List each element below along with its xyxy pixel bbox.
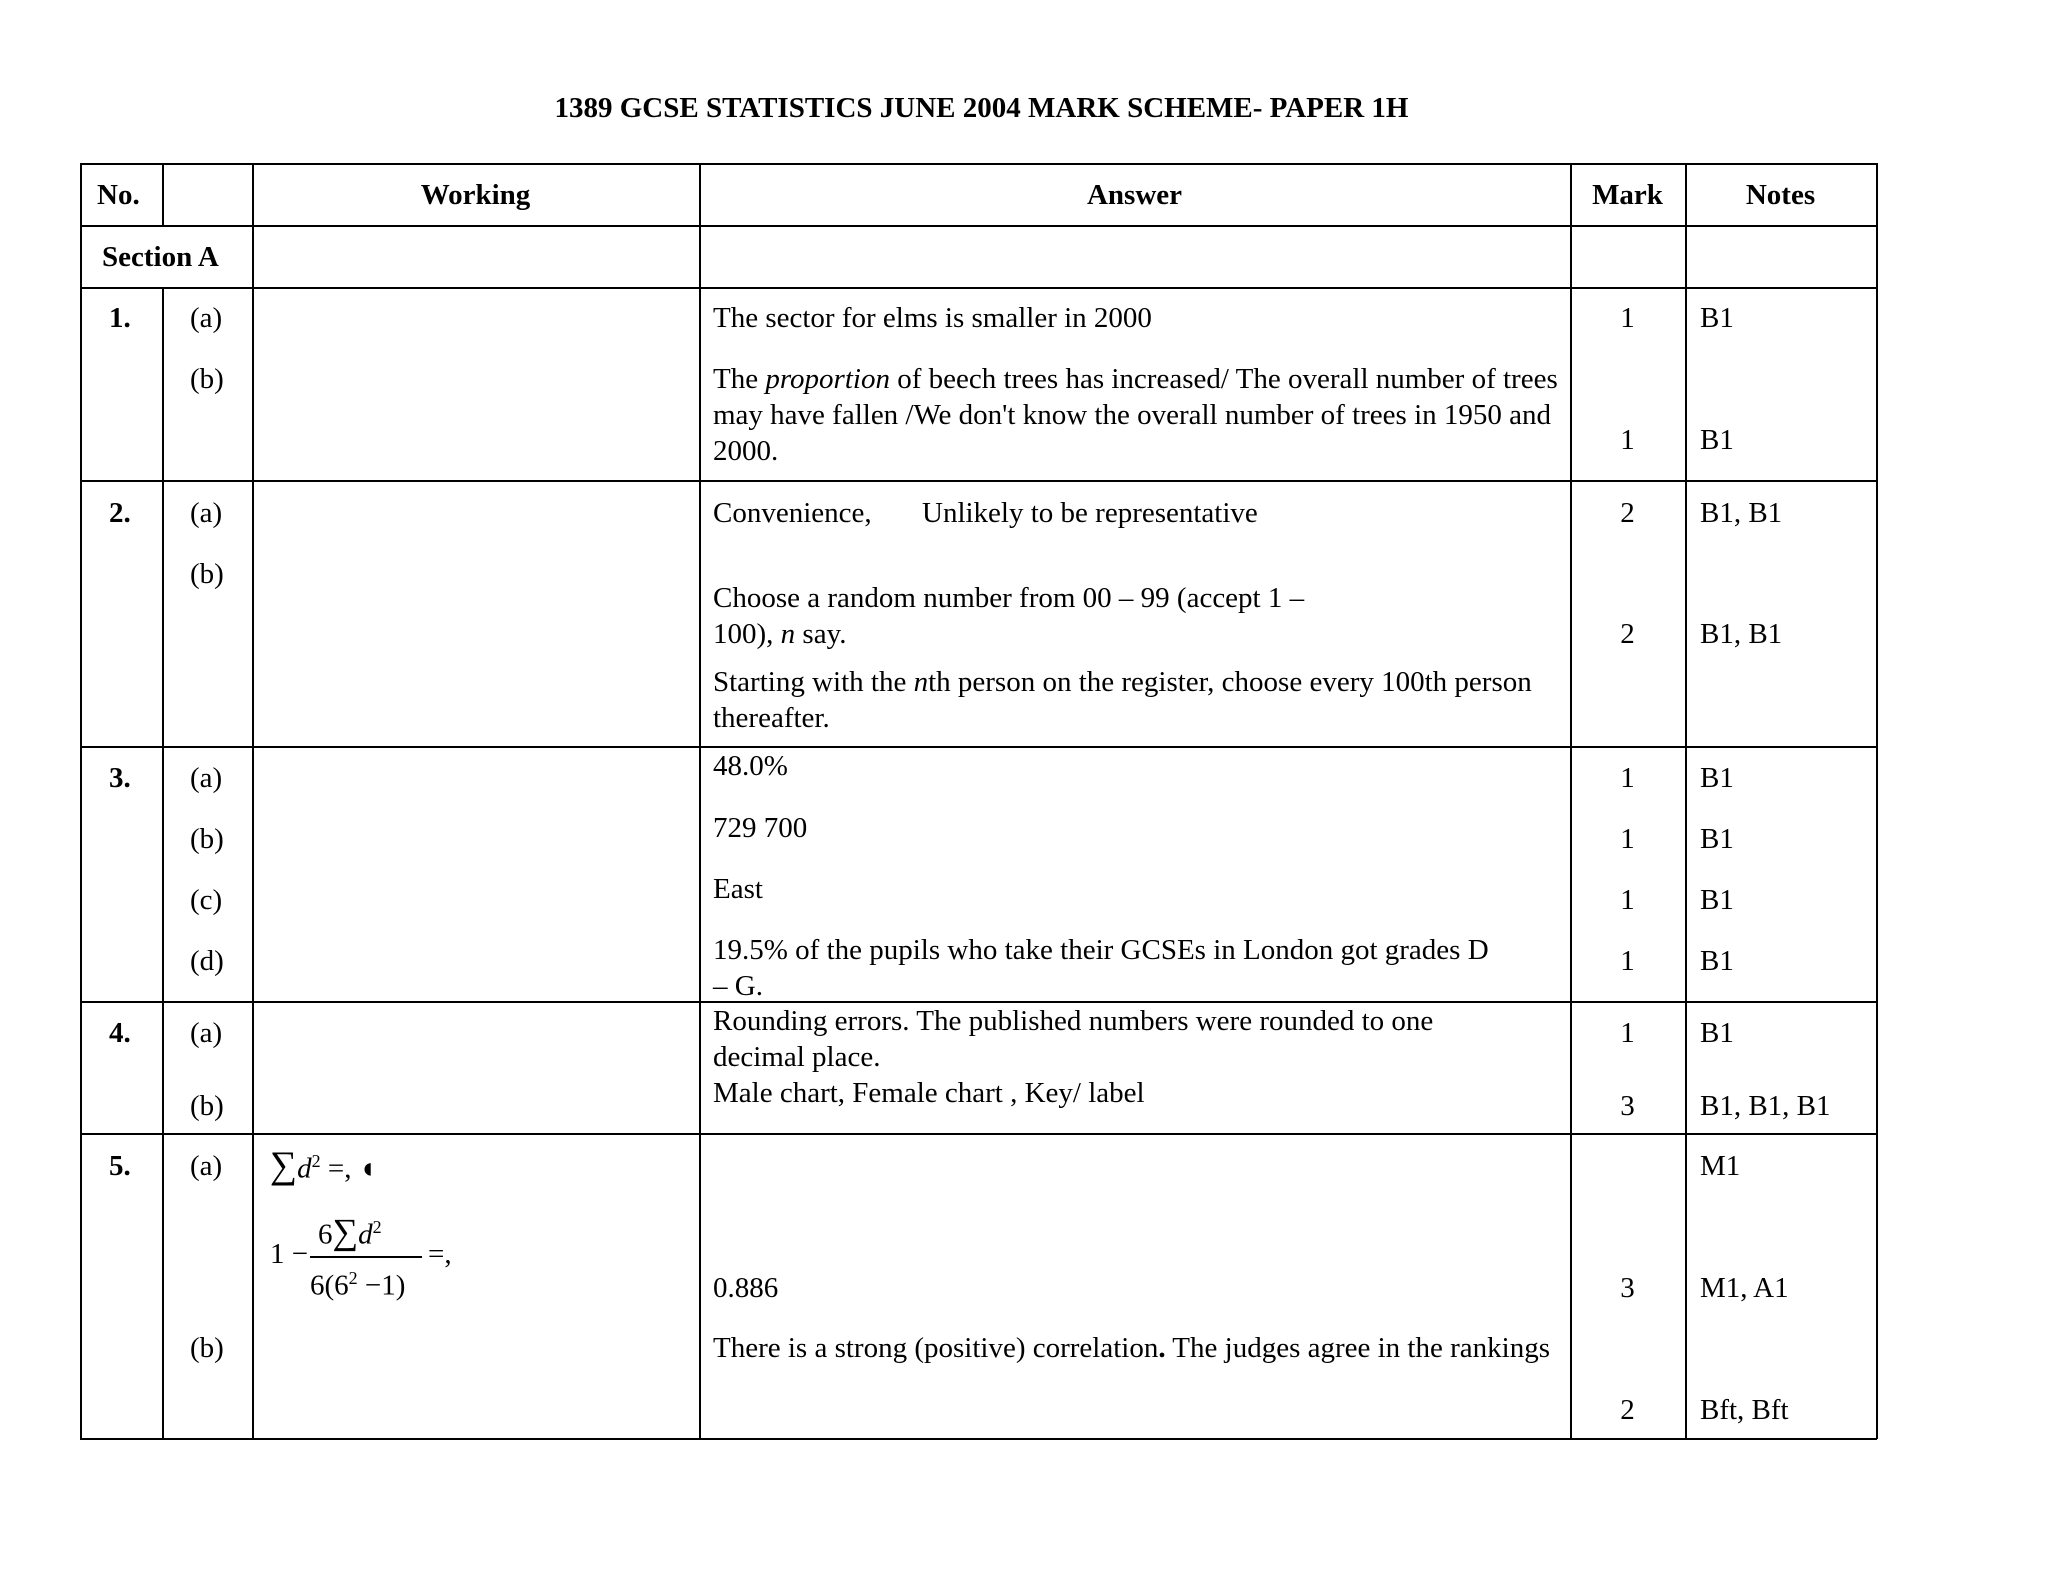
header-answer: Answer [1086, 179, 1183, 211]
part-label: (a) [190, 762, 223, 794]
page-title: 1389 GCSE STATISTICS JUNE 2004 MARK SCHEME- PAPER 1H [554, 92, 1409, 124]
answer-text: Starting with the nth person on the register, choose every 100th person thereafter. [713, 666, 1532, 734]
question-number: 3. [109, 762, 131, 794]
notes-value: B1, B1 [1700, 497, 1783, 529]
working-formula-sum-d-squared: $\sum d^2$ =, ◖ [270, 1144, 377, 1187]
notes-value: B1 [1700, 823, 1734, 855]
part-label: (a) [190, 497, 223, 529]
answer-text: 19.5% of the pupils who take their GCSEs in London got grades D – G. [713, 934, 1489, 1002]
question-number: 2. [109, 497, 131, 529]
notes-value: B1 [1700, 302, 1734, 334]
question-number: 5. [109, 1150, 131, 1182]
part-label: (b) [190, 558, 224, 590]
mark-value: 2 [1620, 618, 1635, 650]
answer-text: Convenience, [713, 497, 872, 529]
answer-text: Rounding errors. The published numbers were rounded to one decimal place. [713, 1005, 1434, 1073]
mark-value: 1 [1620, 823, 1635, 855]
answer-text: 0.886 [713, 1272, 779, 1304]
notes-value: M1 [1700, 1150, 1741, 1182]
header-notes: Notes [1745, 179, 1816, 211]
notes-value: B1 [1700, 945, 1734, 977]
part-label: (a) [190, 1150, 223, 1182]
part-label: (a) [190, 302, 223, 334]
section-label: Section A [102, 241, 219, 273]
mark-value: 3 [1620, 1090, 1635, 1122]
question-number: 4. [109, 1017, 131, 1049]
question-number: 1. [109, 302, 131, 334]
notes-value: B1 [1700, 1017, 1734, 1049]
mark-value: 1 [1620, 424, 1635, 456]
mark-value: 2 [1620, 497, 1635, 529]
notes-value: B1 [1700, 424, 1734, 456]
part-label: (b) [190, 363, 224, 395]
answer-text: The proportion of beech trees has increased/ The overall number of trees may have fallen /We don't know the overall number of trees in 1950 and 2000. [713, 363, 1558, 467]
part-label: (b) [190, 1332, 224, 1364]
notes-value: Bft, Bft [1700, 1394, 1789, 1426]
answer-text: Male chart, Female chart , Key/ label [713, 1077, 1145, 1109]
answer-text: The sector for elms is smaller in 2000 [713, 302, 1152, 334]
mark-value: 1 [1620, 1017, 1635, 1049]
answer-text: Choose a random number from 00 – 99 (accept 1 – [713, 582, 1305, 614]
part-label: (a) [190, 1017, 223, 1049]
mark-value: 2 [1620, 1394, 1635, 1426]
answer-text: 729 700 [713, 812, 808, 844]
answer-text: 48.0% [713, 750, 788, 782]
header-working: Working [420, 179, 531, 211]
answer-text: Unlikely to be representative [922, 497, 1258, 529]
notes-value: M1, A1 [1700, 1272, 1789, 1304]
answer-text: There is a strong (positive) correlation. The judges agree in the rankings [713, 1332, 1550, 1364]
notes-value: B1 [1700, 884, 1734, 916]
notes-value: B1, B1, B1 [1700, 1090, 1831, 1122]
part-label: (c) [190, 884, 223, 916]
mark-value: 1 [1620, 945, 1635, 977]
answer-text: 100), n say. [713, 618, 847, 650]
header-mark: Mark [1592, 179, 1663, 211]
notes-value: B1 [1700, 762, 1734, 794]
part-label: (d) [190, 945, 224, 977]
part-label: (b) [190, 1090, 224, 1122]
mark-value: 3 [1620, 1272, 1635, 1304]
notes-value: B1, B1 [1700, 618, 1783, 650]
answer-text: East [713, 873, 763, 905]
fraction-bar [310, 1256, 422, 1258]
mark-value: 1 [1620, 884, 1635, 916]
mark-value: 1 [1620, 762, 1635, 794]
mark-value: 1 [1620, 302, 1635, 334]
part-label: (b) [190, 823, 224, 855]
header-no: No. [97, 179, 140, 211]
